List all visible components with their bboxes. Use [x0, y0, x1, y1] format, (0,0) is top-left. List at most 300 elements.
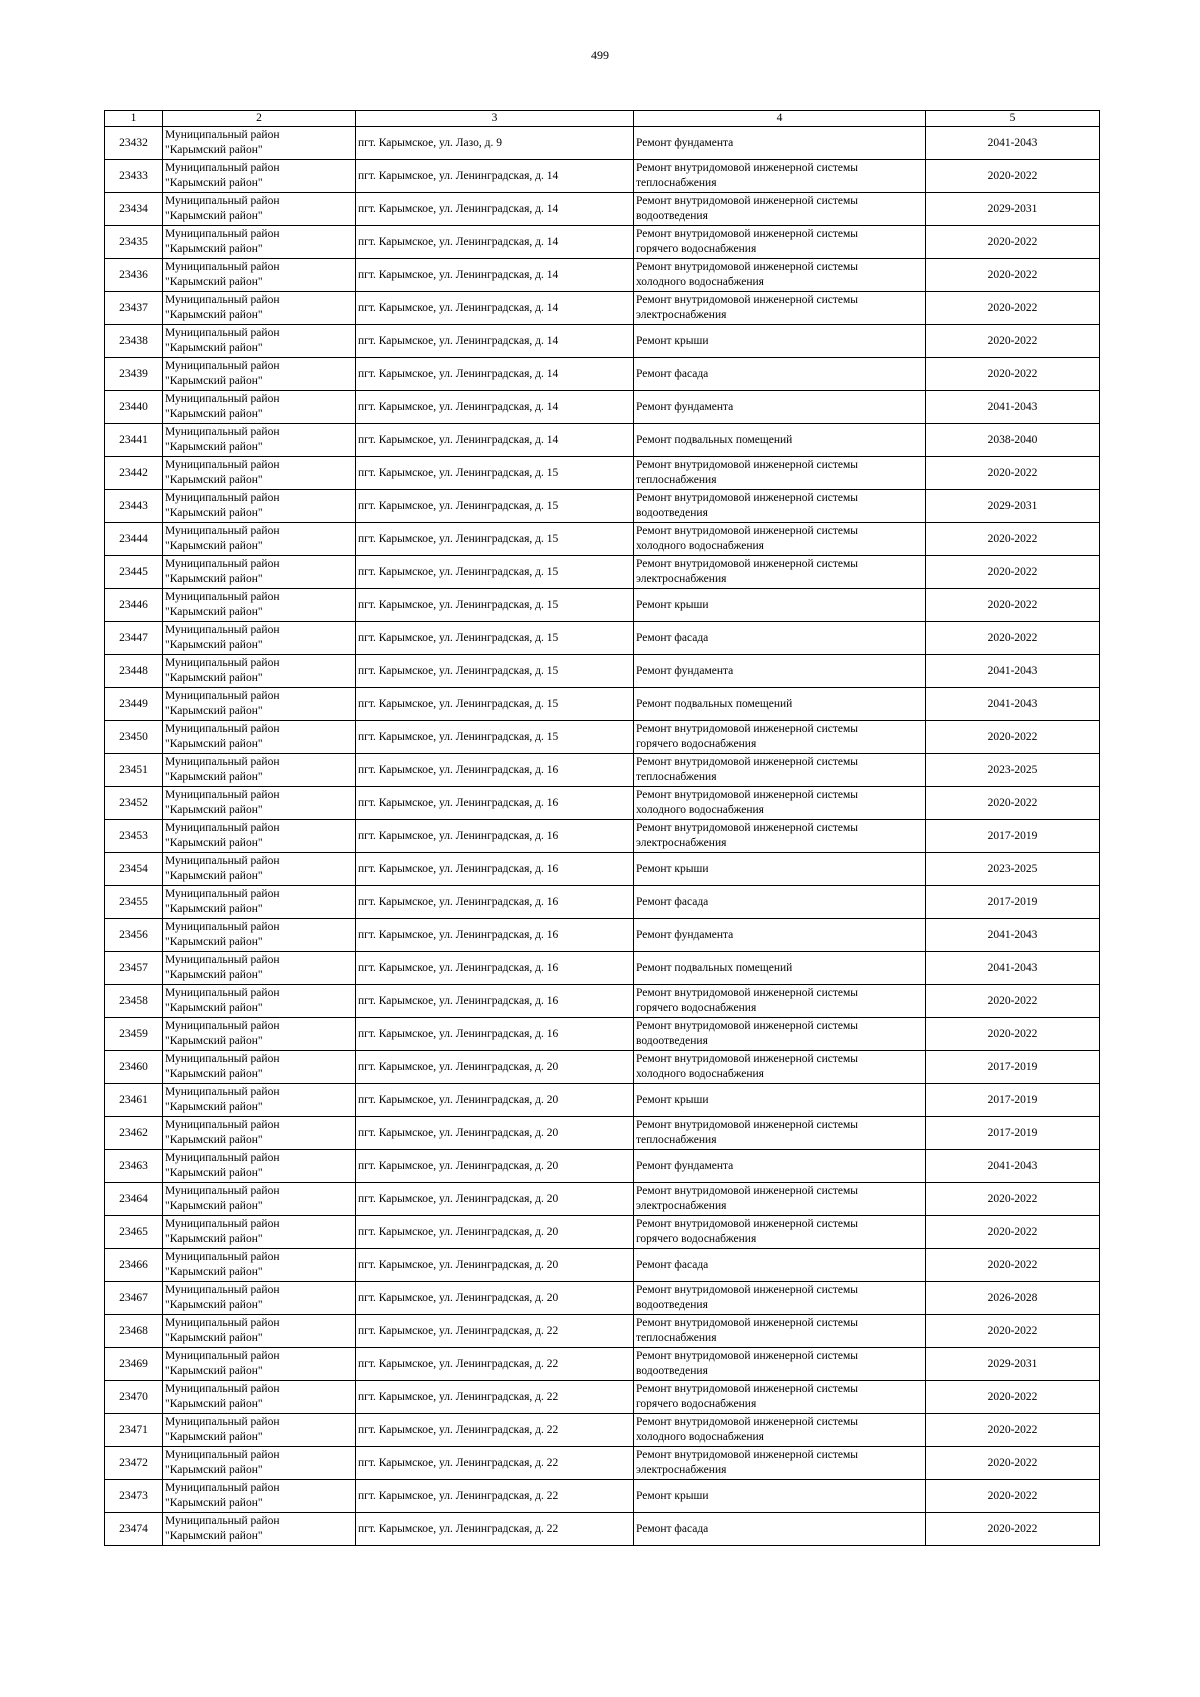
- address-cell: пгт. Карымское, ул. Ленинградская, д. 14: [356, 391, 634, 424]
- row-number-cell: 23435: [105, 226, 163, 259]
- work-type-cell: [634, 1315, 926, 1348]
- district-line: Муниципальный район: [165, 459, 280, 471]
- work-type-cell: [634, 259, 926, 292]
- period-cell: 2017-2019: [926, 1117, 1100, 1150]
- district-line: "Карымский район": [165, 507, 263, 519]
- period-cell: 2041-2043: [926, 127, 1100, 160]
- row-number-cell: 23434: [105, 193, 163, 226]
- row-number-cell: 23439: [105, 358, 163, 391]
- table-row: [105, 622, 1100, 655]
- district-line: "Карымский район": [165, 606, 263, 618]
- table-row: [105, 457, 1100, 490]
- address-cell: пгт. Карымское, ул. Ленинградская, д. 15: [356, 655, 634, 688]
- district-line: Муниципальный район: [165, 129, 280, 141]
- table-row: [105, 1018, 1100, 1051]
- period-cell: 2020-2022: [926, 1183, 1100, 1216]
- period-cell: 2020-2022: [926, 292, 1100, 325]
- table-row: [105, 952, 1100, 985]
- row-number-cell: 23471: [105, 1414, 163, 1447]
- row-number-cell: 23453: [105, 820, 163, 853]
- district-cell: [163, 655, 356, 688]
- district-cell: [163, 193, 356, 226]
- district-line: "Карымский район": [165, 837, 263, 849]
- district-line: "Карымский район": [165, 474, 263, 486]
- work-type-cell: [634, 292, 926, 325]
- row-number-cell: 23470: [105, 1381, 163, 1414]
- district-line: Муниципальный район: [165, 987, 280, 999]
- district-line: Муниципальный район: [165, 624, 280, 636]
- row-number-cell: 23469: [105, 1348, 163, 1381]
- work-type-line: электроснабжения: [636, 1200, 727, 1212]
- district-cell: [163, 259, 356, 292]
- district-line: "Карымский район": [165, 1101, 263, 1113]
- work-type-cell: [634, 556, 926, 589]
- table-row: [105, 589, 1100, 622]
- district-cell: [163, 1216, 356, 1249]
- district-cell: [163, 1183, 356, 1216]
- period-cell: 2038-2040: [926, 424, 1100, 457]
- address-cell: пгт. Карымское, ул. Ленинградская, д. 14: [356, 193, 634, 226]
- work-type-cell: [634, 523, 926, 556]
- table-row: [105, 358, 1100, 391]
- work-type-line: водоотведения: [636, 210, 708, 222]
- address-cell: пгт. Карымское, ул. Ленинградская, д. 16: [356, 787, 634, 820]
- address-cell: пгт. Карымское, ул. Ленинградская, д. 22: [356, 1315, 634, 1348]
- district-line: "Карымский район": [165, 903, 263, 915]
- district-line: Муниципальный район: [165, 1152, 280, 1164]
- district-line: "Карымский район": [165, 1431, 263, 1443]
- work-type-line: Ремонт фундамента: [636, 664, 734, 677]
- district-line: Муниципальный район: [165, 723, 280, 735]
- district-line: Муниципальный район: [165, 228, 280, 240]
- table-row: [105, 1150, 1100, 1183]
- work-type-line: Ремонт внутридомовой инженерной системы: [636, 1317, 859, 1329]
- address-cell: пгт. Карымское, ул. Ленинградская, д. 15: [356, 622, 634, 655]
- district-line: "Карымский район": [165, 144, 263, 156]
- work-type-line: Ремонт внутридомовой инженерной системы: [636, 1416, 859, 1428]
- district-cell: [163, 688, 356, 721]
- work-type-line: электроснабжения: [636, 573, 727, 585]
- district-line: "Карымский район": [165, 1002, 263, 1014]
- address-cell: пгт. Карымское, ул. Ленинградская, д. 15: [356, 490, 634, 523]
- district-line: Муниципальный район: [165, 954, 280, 966]
- district-line: "Карымский район": [165, 1167, 263, 1179]
- row-number-cell: 23437: [105, 292, 163, 325]
- work-type-cell: [634, 688, 926, 721]
- work-type-line: водоотведения: [636, 1299, 708, 1311]
- district-cell: [163, 325, 356, 358]
- district-cell: [163, 1315, 356, 1348]
- district-line: Муниципальный район: [165, 525, 280, 537]
- work-type-line: теплоснабжения: [636, 771, 717, 783]
- table-row: [105, 1084, 1100, 1117]
- table-row: [105, 1216, 1100, 1249]
- address-cell: пгт. Карымское, ул. Ленинградская, д. 15: [356, 457, 634, 490]
- address-cell: пгт. Карымское, ул. Ленинградская, д. 16: [356, 754, 634, 787]
- work-type-line: горячего водоснабжения: [636, 243, 757, 255]
- address-cell: пгт. Карымское, ул. Ленинградская, д. 14: [356, 292, 634, 325]
- row-number-cell: 23448: [105, 655, 163, 688]
- table-row: [105, 160, 1100, 193]
- district-line: "Карымский район": [165, 705, 263, 717]
- table-row: [105, 1381, 1100, 1414]
- work-type-line: Ремонт подвальных помещений: [636, 697, 793, 710]
- district-line: Муниципальный район: [165, 195, 280, 207]
- period-cell: 2020-2022: [926, 259, 1100, 292]
- work-type-line: Ремонт внутридомовой инженерной системы: [636, 1119, 859, 1131]
- district-line: "Карымский район": [165, 936, 263, 948]
- work-type-line: водоотведения: [636, 507, 708, 519]
- district-line: Муниципальный район: [165, 558, 280, 570]
- work-type-cell: [634, 1183, 926, 1216]
- work-type-cell: [634, 1282, 926, 1315]
- district-line: Муниципальный район: [165, 1383, 280, 1395]
- work-type-line: Ремонт внутридомовой инженерной системы: [636, 492, 859, 504]
- district-line: Муниципальный район: [165, 888, 280, 900]
- address-cell: пгт. Карымское, ул. Ленинградская, д. 14: [356, 226, 634, 259]
- work-type-line: горячего водоснабжения: [636, 1233, 757, 1245]
- row-number-cell: 23456: [105, 919, 163, 952]
- work-type-cell: [634, 952, 926, 985]
- period-cell: 2017-2019: [926, 820, 1100, 853]
- work-type-cell: [634, 226, 926, 259]
- district-cell: [163, 523, 356, 556]
- work-type-cell: [634, 886, 926, 919]
- row-number-cell: 23445: [105, 556, 163, 589]
- table-row: [105, 1513, 1100, 1546]
- district-line: "Карымский район": [165, 672, 263, 684]
- address-cell: пгт. Карымское, ул. Ленинградская, д. 15: [356, 688, 634, 721]
- district-line: Муниципальный район: [165, 1284, 280, 1296]
- address-cell: пгт. Карымское, ул. Ленинградская, д. 22: [356, 1480, 634, 1513]
- district-line: "Карымский район": [165, 1332, 263, 1344]
- district-line: Муниципальный район: [165, 1086, 280, 1098]
- period-cell: 2020-2022: [926, 226, 1100, 259]
- work-type-line: Ремонт внутридомовой инженерной системы: [636, 195, 859, 207]
- district-line: "Карымский район": [165, 276, 263, 288]
- district-cell: [163, 1447, 356, 1480]
- district-line: Муниципальный район: [165, 1317, 280, 1329]
- work-type-cell: [634, 919, 926, 952]
- district-cell: [163, 589, 356, 622]
- district-line: Муниципальный район: [165, 1449, 280, 1461]
- page-number: 499: [591, 48, 609, 62]
- district-line: Муниципальный район: [165, 591, 280, 603]
- district-line: Муниципальный район: [165, 1218, 280, 1230]
- work-type-line: Ремонт фасада: [636, 1258, 709, 1271]
- work-type-cell: [634, 1381, 926, 1414]
- row-number-cell: 23440: [105, 391, 163, 424]
- row-number-cell: 23458: [105, 985, 163, 1018]
- address-cell: пгт. Карымское, ул. Ленинградская, д. 20: [356, 1084, 634, 1117]
- work-type-line: Ремонт фасада: [636, 631, 709, 644]
- table-row: [105, 523, 1100, 556]
- period-cell: 2020-2022: [926, 1447, 1100, 1480]
- work-type-line: водоотведения: [636, 1365, 708, 1377]
- address-cell: пгт. Карымское, ул. Ленинградская, д. 14: [356, 424, 634, 457]
- work-type-line: Ремонт фасада: [636, 895, 709, 908]
- district-line: "Карымский район": [165, 342, 263, 354]
- district-line: "Карымский район": [165, 1035, 263, 1047]
- district-line: "Карымский район": [165, 177, 263, 189]
- district-line: Муниципальный район: [165, 1350, 280, 1362]
- district-line: Муниципальный район: [165, 1251, 280, 1263]
- district-line: Муниципальный район: [165, 690, 280, 702]
- work-type-line: теплоснабжения: [636, 1332, 717, 1344]
- district-cell: [163, 127, 356, 160]
- address-cell: пгт. Карымское, ул. Ленинградская, д. 15: [356, 556, 634, 589]
- period-cell: 2020-2022: [926, 787, 1100, 820]
- district-line: "Карымский район": [165, 738, 263, 750]
- work-type-line: холодного водоснабжения: [636, 1431, 764, 1443]
- period-cell: 2020-2022: [926, 622, 1100, 655]
- address-cell: пгт. Карымское, ул. Ленинградская, д. 22: [356, 1381, 634, 1414]
- period-cell: 2029-2031: [926, 193, 1100, 226]
- table-row: [105, 1282, 1100, 1315]
- district-line: "Карымский район": [165, 771, 263, 783]
- period-cell: 2041-2043: [926, 391, 1100, 424]
- address-cell: пгт. Карымское, ул. Ленинградская, д. 14: [356, 160, 634, 193]
- district-line: "Карымский район": [165, 540, 263, 552]
- work-type-cell: [634, 1216, 926, 1249]
- work-type-line: Ремонт внутридомовой инженерной системы: [636, 558, 859, 570]
- address-cell: пгт. Карымское, ул. Ленинградская, д. 16: [356, 886, 634, 919]
- district-cell: [163, 1249, 356, 1282]
- district-line: "Карымский район": [165, 1365, 263, 1377]
- district-line: "Карымский район": [165, 375, 263, 387]
- work-type-cell: [634, 160, 926, 193]
- table-row: [105, 1414, 1100, 1447]
- period-cell: 2020-2022: [926, 556, 1100, 589]
- district-line: Муниципальный район: [165, 921, 280, 933]
- table-body: [105, 127, 1100, 1546]
- address-cell: пгт. Карымское, ул. Лазо, д. 9: [356, 127, 634, 160]
- work-type-cell: [634, 655, 926, 688]
- work-type-line: горячего водоснабжения: [636, 1398, 757, 1410]
- table-row: [105, 193, 1100, 226]
- row-number-cell: 23452: [105, 787, 163, 820]
- work-type-cell: [634, 589, 926, 622]
- table-row: [105, 1183, 1100, 1216]
- period-cell: 2041-2043: [926, 919, 1100, 952]
- district-line: "Карымский район": [165, 1233, 263, 1245]
- table-row: [105, 556, 1100, 589]
- address-cell: пгт. Карымское, ул. Ленинградская, д. 15: [356, 523, 634, 556]
- row-number-cell: 23451: [105, 754, 163, 787]
- period-cell: 2020-2022: [926, 160, 1100, 193]
- work-type-line: холодного водоснабжения: [636, 804, 764, 816]
- work-type-line: электроснабжения: [636, 309, 727, 321]
- table-row: [105, 886, 1100, 919]
- work-type-line: Ремонт фундамента: [636, 400, 734, 413]
- table-row: [105, 853, 1100, 886]
- address-cell: пгт. Карымское, ул. Ленинградская, д. 22: [356, 1414, 634, 1447]
- district-line: Муниципальный район: [165, 1185, 280, 1197]
- address-cell: пгт. Карымское, ул. Ленинградская, д. 22: [356, 1513, 634, 1546]
- district-cell: [163, 1480, 356, 1513]
- address-cell: пгт. Карымское, ул. Ленинградская, д. 20: [356, 1282, 634, 1315]
- period-cell: 2020-2022: [926, 358, 1100, 391]
- address-cell: пгт. Карымское, ул. Ленинградская, д. 16: [356, 853, 634, 886]
- district-line: "Карымский район": [165, 639, 263, 651]
- table-row: [105, 259, 1100, 292]
- work-type-cell: [634, 1414, 926, 1447]
- district-line: Муниципальный район: [165, 1020, 280, 1032]
- period-cell: 2041-2043: [926, 1150, 1100, 1183]
- work-type-line: Ремонт внутридомовой инженерной системы: [636, 789, 859, 801]
- work-type-cell: [634, 193, 926, 226]
- work-type-cell: [634, 1480, 926, 1513]
- address-cell: пгт. Карымское, ул. Ленинградская, д. 16: [356, 1018, 634, 1051]
- work-type-cell: [634, 1348, 926, 1381]
- work-type-line: Ремонт внутридомовой инженерной системы: [636, 1185, 859, 1197]
- address-cell: пгт. Карымское, ул. Ленинградская, д. 20: [356, 1249, 634, 1282]
- work-type-line: горячего водоснабжения: [636, 738, 757, 750]
- period-cell: 2029-2031: [926, 1348, 1100, 1381]
- work-type-line: Ремонт внутридомовой инженерной системы: [636, 525, 859, 537]
- address-cell: пгт. Карымское, ул. Ленинградская, д. 14: [356, 358, 634, 391]
- district-line: Муниципальный район: [165, 657, 280, 669]
- address-cell: пгт. Карымское, ул. Ленинградская, д. 16: [356, 820, 634, 853]
- table-row: [105, 754, 1100, 787]
- work-type-line: Ремонт крыши: [636, 334, 709, 347]
- work-type-cell: [634, 853, 926, 886]
- work-type-cell: [634, 424, 926, 457]
- district-cell: [163, 1414, 356, 1447]
- table-row: [105, 688, 1100, 721]
- work-type-line: Ремонт крыши: [636, 598, 709, 611]
- address-cell: пгт. Карымское, ул. Ленинградская, д. 22: [356, 1447, 634, 1480]
- district-line: Муниципальный район: [165, 393, 280, 405]
- table-row: [105, 655, 1100, 688]
- row-number-cell: 23455: [105, 886, 163, 919]
- work-type-line: Ремонт крыши: [636, 1093, 709, 1106]
- row-number-cell: 23460: [105, 1051, 163, 1084]
- address-cell: пгт. Карымское, ул. Ленинградская, д. 16: [356, 919, 634, 952]
- district-cell: [163, 1348, 356, 1381]
- district-line: Муниципальный район: [165, 1482, 280, 1494]
- table-row: [105, 1051, 1100, 1084]
- work-type-line: Ремонт внутридомовой инженерной системы: [636, 162, 859, 174]
- table-row: [105, 1480, 1100, 1513]
- work-type-cell: [634, 457, 926, 490]
- address-cell: пгт. Карымское, ул. Ленинградская, д. 14: [356, 259, 634, 292]
- period-cell: 2020-2022: [926, 1018, 1100, 1051]
- address-cell: пгт. Карымское, ул. Ленинградская, д. 20: [356, 1150, 634, 1183]
- work-type-line: Ремонт внутридомовой инженерной системы: [636, 1449, 859, 1461]
- district-cell: [163, 391, 356, 424]
- row-number-cell: 23464: [105, 1183, 163, 1216]
- row-number-cell: 23472: [105, 1447, 163, 1480]
- work-type-line: Ремонт внутридомовой инженерной системы: [636, 294, 859, 306]
- district-cell: [163, 424, 356, 457]
- row-number-cell: 23436: [105, 259, 163, 292]
- district-line: Муниципальный район: [165, 1053, 280, 1065]
- district-line: "Карымский район": [165, 1134, 263, 1146]
- row-number-cell: 23465: [105, 1216, 163, 1249]
- work-type-line: Ремонт фундамента: [636, 1159, 734, 1172]
- period-cell: 2026-2028: [926, 1282, 1100, 1315]
- table-row: [105, 985, 1100, 1018]
- table-row: [105, 820, 1100, 853]
- district-line: Муниципальный район: [165, 294, 280, 306]
- work-type-cell: [634, 391, 926, 424]
- work-type-cell: [634, 1150, 926, 1183]
- work-type-cell: [634, 1447, 926, 1480]
- table-row: [105, 721, 1100, 754]
- table-row: [105, 391, 1100, 424]
- row-number-cell: 23468: [105, 1315, 163, 1348]
- row-number-cell: 23450: [105, 721, 163, 754]
- table-row: [105, 1249, 1100, 1282]
- district-line: Муниципальный район: [165, 1515, 280, 1527]
- district-line: "Карымский район": [165, 1497, 263, 1509]
- district-line: "Карымский район": [165, 1299, 263, 1311]
- address-cell: пгт. Карымское, ул. Ленинградская, д. 20: [356, 1051, 634, 1084]
- period-cell: 2041-2043: [926, 655, 1100, 688]
- district-cell: [163, 1084, 356, 1117]
- district-cell: [163, 952, 356, 985]
- district-cell: [163, 1117, 356, 1150]
- work-type-cell: [634, 490, 926, 523]
- district-line: Муниципальный район: [165, 162, 280, 174]
- district-cell: [163, 1381, 356, 1414]
- work-type-line: Ремонт внутридомовой инженерной системы: [636, 1350, 859, 1362]
- district-line: Муниципальный район: [165, 261, 280, 273]
- table-row: [105, 1348, 1100, 1381]
- period-cell: 2029-2031: [926, 490, 1100, 523]
- district-line: "Карымский район": [165, 573, 263, 585]
- table-row: [105, 1117, 1100, 1150]
- work-type-line: водоотведения: [636, 1035, 708, 1047]
- period-cell: 2020-2022: [926, 1249, 1100, 1282]
- work-type-cell: [634, 1249, 926, 1282]
- row-number-cell: 23463: [105, 1150, 163, 1183]
- work-type-cell: [634, 985, 926, 1018]
- work-type-line: теплоснабжения: [636, 177, 717, 189]
- period-cell: 2023-2025: [926, 754, 1100, 787]
- header-col-4: 4: [634, 111, 926, 127]
- table-row: [105, 787, 1100, 820]
- repair-schedule-table: [104, 110, 1100, 1546]
- district-cell: [163, 358, 356, 391]
- row-number-cell: 23454: [105, 853, 163, 886]
- work-type-cell: [634, 325, 926, 358]
- work-type-cell: [634, 1513, 926, 1546]
- address-cell: пгт. Карымское, ул. Ленинградская, д. 16: [356, 952, 634, 985]
- work-type-line: Ремонт внутридомовой инженерной системы: [636, 822, 859, 834]
- period-cell: 2020-2022: [926, 1414, 1100, 1447]
- work-type-cell: [634, 721, 926, 754]
- work-type-line: Ремонт внутридомовой инженерной системы: [636, 261, 859, 273]
- row-number-cell: 23444: [105, 523, 163, 556]
- district-cell: [163, 490, 356, 523]
- district-line: "Карымский район": [165, 1398, 263, 1410]
- work-type-cell: [634, 1117, 926, 1150]
- address-cell: пгт. Карымское, ул. Ленинградская, д. 22: [356, 1348, 634, 1381]
- work-type-line: Ремонт фасада: [636, 1522, 709, 1535]
- table-row: [105, 226, 1100, 259]
- district-line: "Карымский район": [165, 1266, 263, 1278]
- row-number-cell: 23467: [105, 1282, 163, 1315]
- work-type-line: Ремонт фасада: [636, 367, 709, 380]
- district-cell: [163, 457, 356, 490]
- row-number-cell: 23447: [105, 622, 163, 655]
- period-cell: 2017-2019: [926, 1084, 1100, 1117]
- row-number-cell: 23449: [105, 688, 163, 721]
- district-line: Муниципальный район: [165, 426, 280, 438]
- work-type-line: Ремонт внутридомовой инженерной системы: [636, 228, 859, 240]
